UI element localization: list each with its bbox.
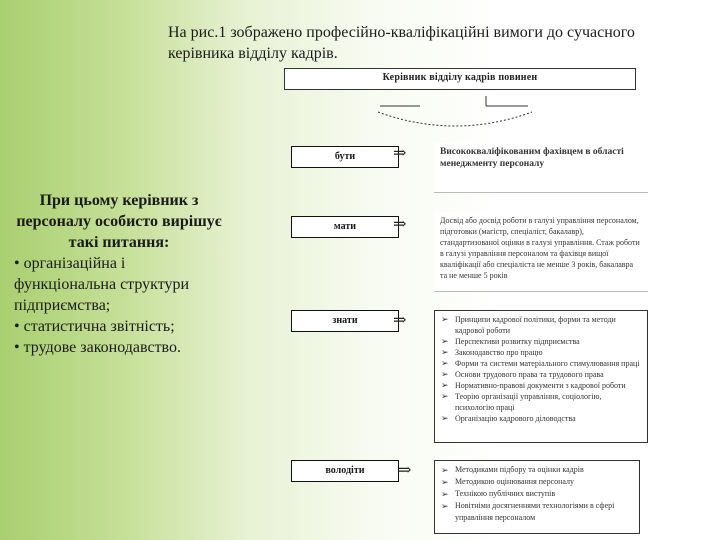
- list-item: ➢ Перспективи розвитку підприємства: [441, 336, 641, 347]
- list-item: ➢ Принципи кадрової політики, форми та методи кадрової роботи: [441, 314, 641, 336]
- diagram-title: Керівник відділу кадрів повинен: [284, 68, 636, 90]
- arrow-icon: ⇒: [393, 145, 407, 162]
- list-item: ➢ Законодавство про працю: [441, 347, 641, 358]
- label-buty: бути: [291, 146, 399, 168]
- list-item: ➢ Технікою публічних виступів: [441, 488, 633, 500]
- label-volodity: володіти: [291, 460, 399, 482]
- arrow-icon: ⇒: [398, 462, 412, 479]
- left-bullet: • організаційна і функціональна структури підприємства;: [14, 255, 190, 314]
- list-item: ➢ Форми та системи матеріального стимулювання праці: [441, 358, 641, 369]
- intro-text: На рис.1 зображено професійно-кваліфікаційні вимоги до сучасного керівника відділу кадрів.: [168, 24, 635, 62]
- arrow-icon: ⇒: [393, 312, 407, 329]
- arrow-icon: ⇒: [393, 216, 407, 233]
- list-item: ➢ Нормативно-правові документи з кадрової роботи: [441, 380, 641, 391]
- left-panel-heading: При цьому керівник з персоналу особисто вирішує такі питання:: [16, 192, 222, 251]
- list-item: ➢ Теорію організації управління, соціологію, психологію праці: [441, 391, 641, 413]
- desc-znaty: [434, 310, 648, 443]
- list-item: ➢ Методиками підбору та оцінки кадрів: [441, 464, 633, 476]
- desc-maty: Досвід або досвід роботи в галузі управління персоналом, підготовки (магістр, спеціаліст, бакалавр), стандартизованої оцінки в галузі управління. Стаж роботи в галузі управління персоналом та фахівця вищої кваліфікації або спеціаліста не менше 3 років, бакалавра та не менше 5 років: [434, 212, 648, 292]
- list-item: ➢ Основи трудового права та трудового права: [441, 369, 641, 380]
- list-item: ➢ Новітніми досягненнями технологіями в сфері управління персоналом: [441, 500, 633, 524]
- list-item: ➢ Організацію кадрового діловодства: [441, 413, 641, 424]
- desc-volodity: [434, 460, 640, 534]
- label-znaty: знати: [291, 310, 399, 332]
- left-bullet: • статистична звітність;: [14, 318, 175, 335]
- left-bullet: • трудове законодавство.: [14, 339, 181, 356]
- desc-buty: Висококваліфікованим фахівцем в області менеджменту персоналу: [434, 143, 648, 193]
- label-maty: мати: [291, 216, 399, 238]
- list-item: ➢ Методикою оцінювання персоналу: [441, 476, 633, 488]
